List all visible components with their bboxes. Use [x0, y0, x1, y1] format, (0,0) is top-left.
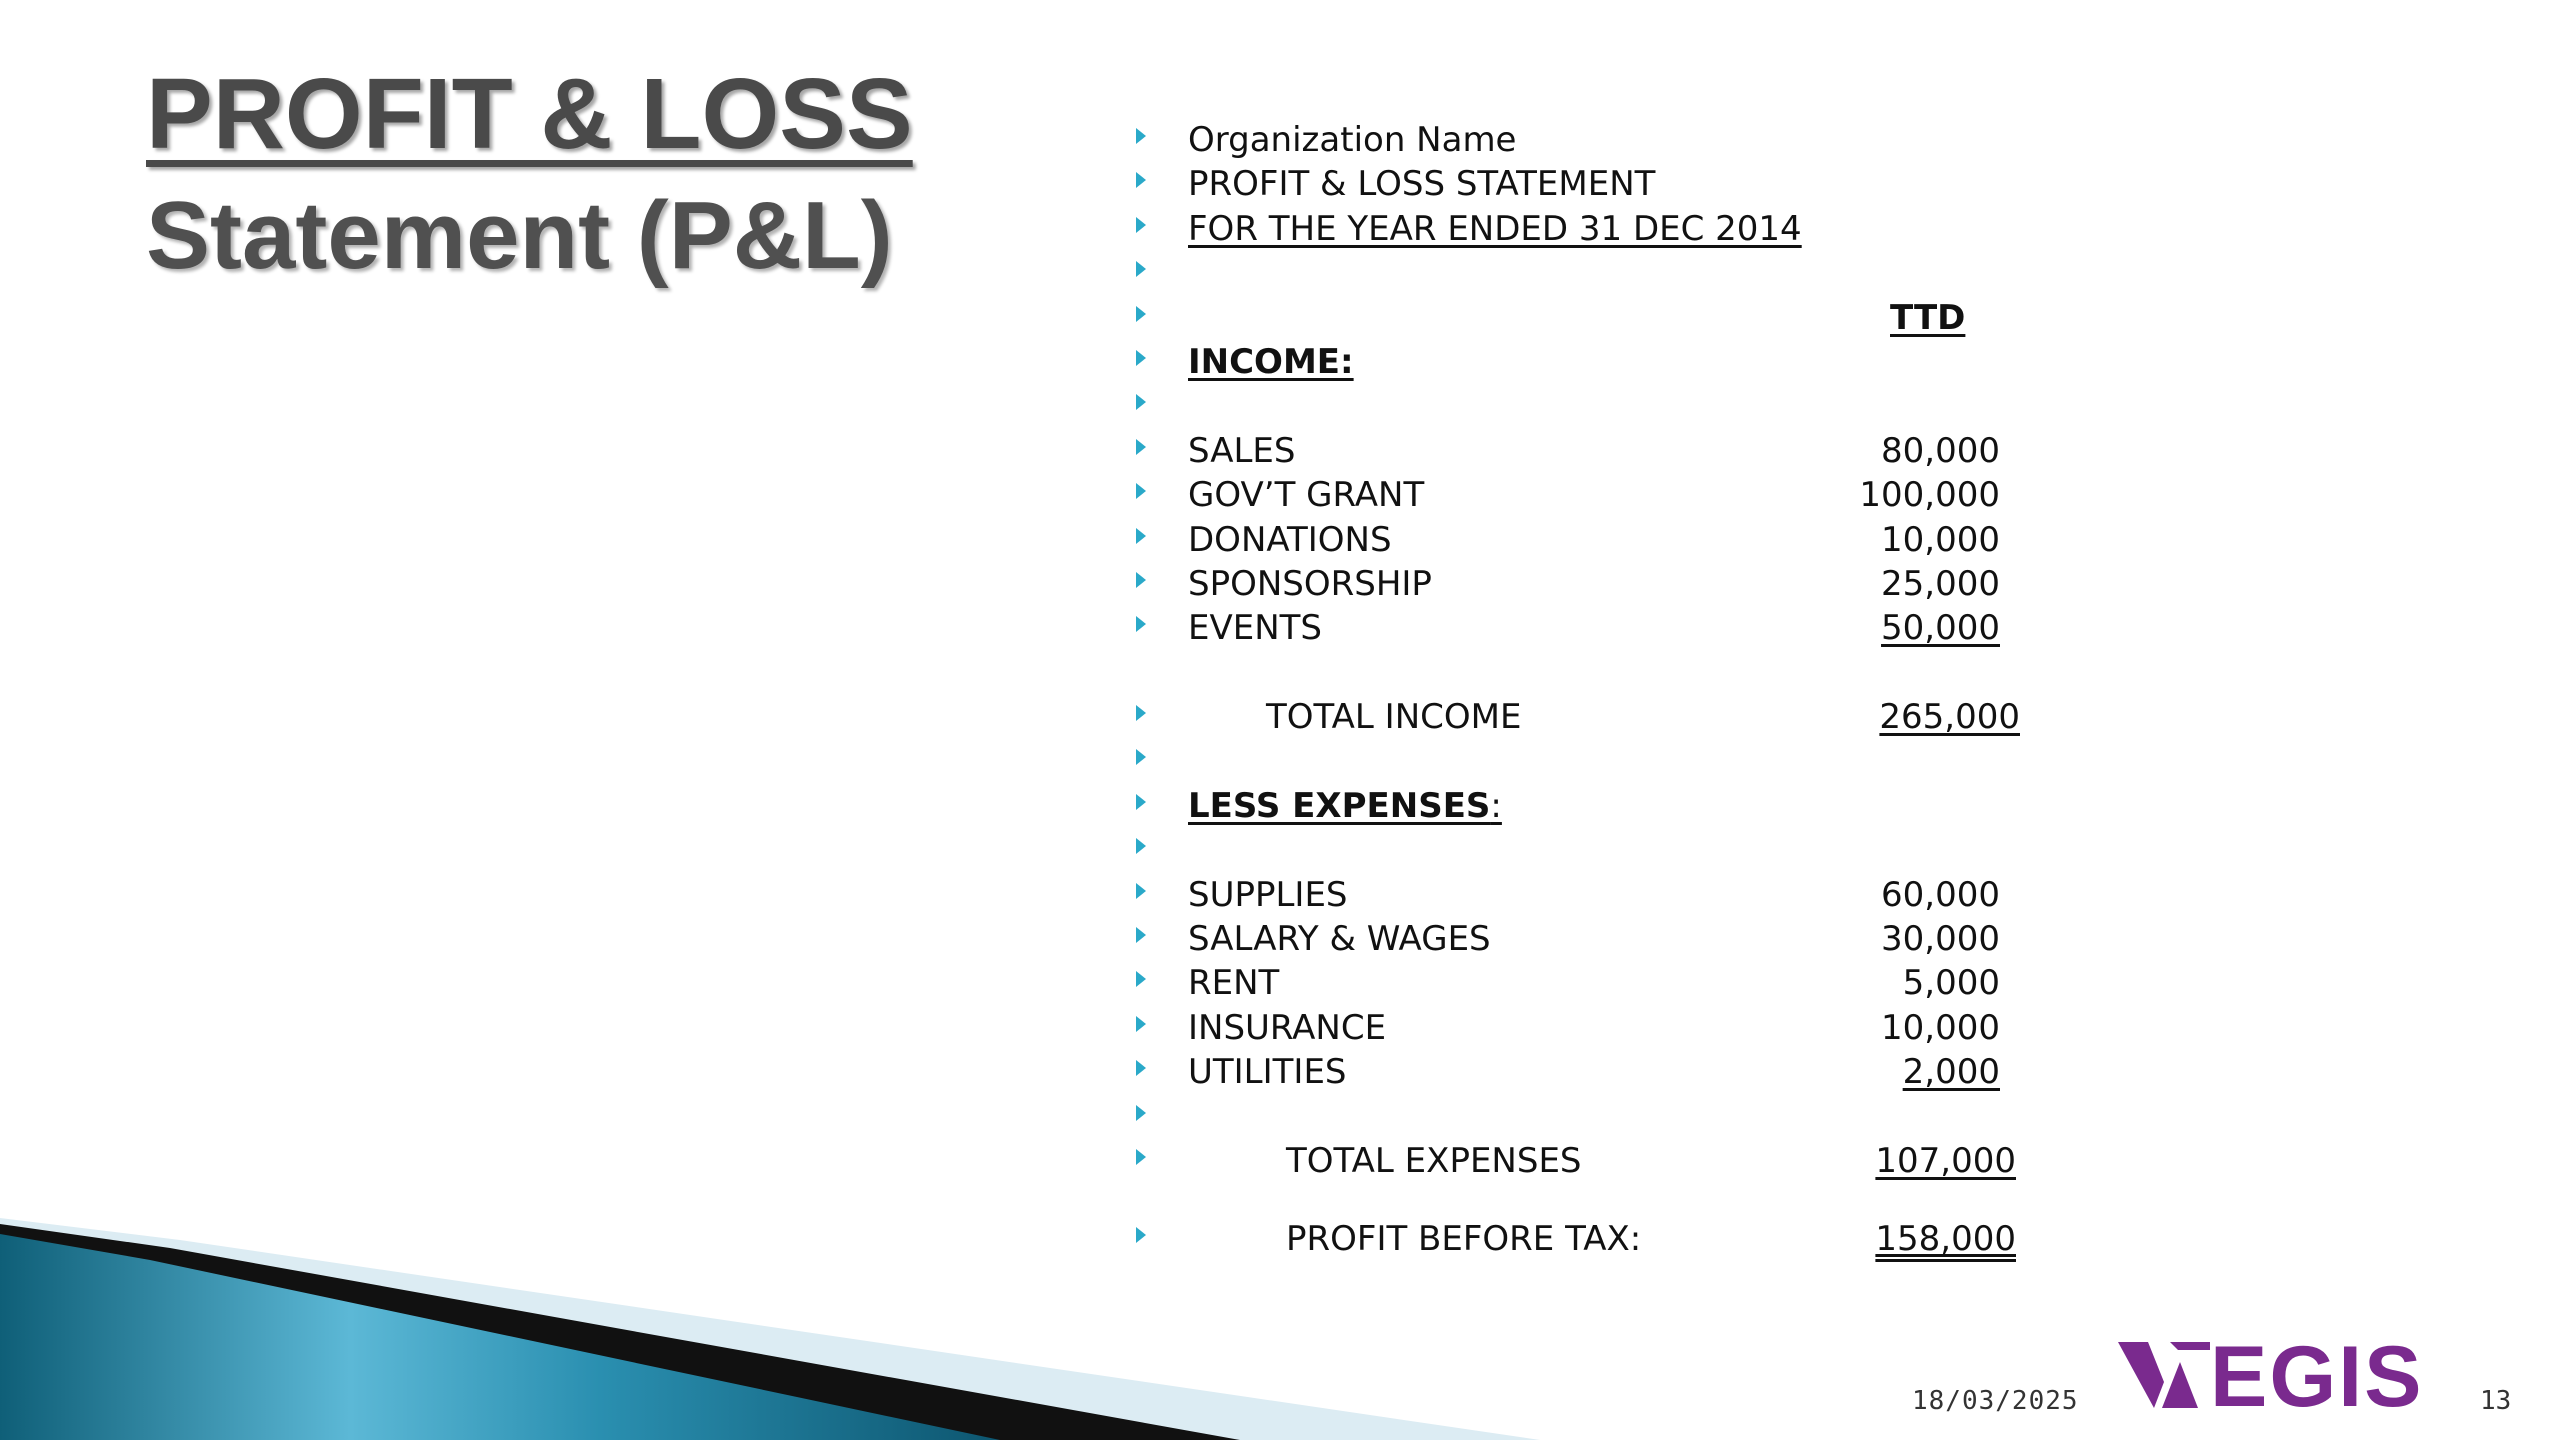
income-amount: 100,000 [1859, 475, 2000, 516]
expense-amount: 30,000 [1881, 919, 2000, 960]
income-heading: INCOME: [1188, 341, 1354, 382]
income-row-donations [1130, 518, 2080, 562]
bullet-arrow-icon [1136, 883, 1146, 899]
list-item [1130, 296, 2080, 340]
organization-name: Organization Name [1188, 120, 1517, 160]
slide-title: PROFIT & LOSS [146, 58, 913, 170]
aegis-logo [2118, 1329, 2424, 1425]
bullet-arrow-icon [1136, 483, 1146, 499]
bullet-arrow-icon [1136, 128, 1146, 144]
income-row-sponsorship [1130, 562, 2080, 606]
total-expenses-amount: 107,000 [1875, 1141, 2016, 1181]
bullet-arrow-icon [1136, 350, 1146, 366]
statement-heading: PROFIT & LOSS STATEMENT [1188, 164, 1656, 205]
income-row-sales [1130, 429, 2080, 473]
expense-amount: 5,000 [1902, 963, 2000, 1004]
bullet-arrow-icon [1136, 572, 1146, 588]
bullet-arrow-icon [1136, 1105, 1146, 1121]
total-income-amount: 265,000 [1879, 696, 2020, 737]
expense-label: INSURANCE [1188, 1007, 1387, 1048]
bullet-arrow-icon [1136, 794, 1146, 810]
profit-label: PROFIT BEFORE TAX: [1286, 1219, 1642, 1260]
income-label: DONATIONS [1188, 519, 1392, 560]
income-label: SALES [1188, 430, 1296, 471]
bullet-arrow-icon [1136, 749, 1146, 765]
list-item [1130, 251, 2080, 295]
bullet-arrow-icon [1136, 261, 1146, 277]
logo-mark-icon [2118, 1342, 2210, 1414]
list-item [1130, 784, 2080, 828]
expenses-heading-colon: : [1490, 785, 1502, 826]
profit-amount: 158,000 [1875, 1219, 2016, 1260]
bullet-arrow-icon [1136, 1016, 1146, 1032]
income-label: GOV’T GRANT [1188, 475, 1425, 516]
bullet-arrow-icon [1136, 394, 1146, 410]
bullet-arrow-icon [1136, 971, 1146, 987]
bullet-arrow-icon [1136, 1149, 1146, 1165]
income-row-events [1130, 606, 2080, 650]
expenses-heading [1188, 784, 1502, 828]
bullet-arrow-icon [1136, 306, 1146, 322]
list-item [1130, 384, 2080, 428]
expense-label: SALARY & WAGES [1188, 919, 1491, 960]
bullet-arrow-icon [1136, 1060, 1146, 1076]
total-income-label: TOTAL INCOME [1266, 696, 1522, 737]
bullet-arrow-icon [1136, 439, 1146, 455]
expense-label: UTILITIES [1188, 1052, 1347, 1093]
page-number: 13 [2480, 1386, 2512, 1416]
income-amount: 50,000 [1881, 608, 2000, 649]
expense-row-rent [1130, 961, 2080, 1005]
expense-label: RENT [1188, 963, 1280, 1004]
expense-label: SUPPLIES [1188, 874, 1348, 915]
statement-period: FOR THE YEAR ENDED 31 DEC 2014 [1188, 208, 1802, 249]
list-item [1130, 207, 2080, 251]
expense-row-supplies [1130, 873, 2080, 917]
total-income-row [1130, 651, 2080, 740]
list-item [1130, 828, 2080, 872]
profit-row [1130, 1183, 2080, 1261]
income-amount: 80,000 [1881, 430, 2000, 471]
pl-statement [1130, 118, 2080, 1261]
bullet-arrow-icon [1136, 616, 1146, 632]
list-item [1130, 162, 2080, 206]
list-item [1130, 739, 2080, 783]
total-expenses-label: TOTAL EXPENSES [1286, 1141, 1582, 1181]
expense-row-utilities [1130, 1050, 2080, 1094]
bullet-arrow-icon [1136, 1227, 1146, 1243]
logo-text: EGIS [2210, 1329, 2424, 1425]
expense-amount: 60,000 [1881, 874, 2000, 915]
bullet-arrow-icon [1136, 838, 1146, 854]
footer-date: 18/03/2025 [1912, 1386, 2079, 1416]
list-item [1130, 1095, 2080, 1139]
expense-amount: 10,000 [1881, 1007, 2000, 1048]
expense-row-insurance [1130, 1006, 2080, 1050]
expenses-heading-text: LESS EXPENSES [1188, 785, 1491, 826]
income-row-govt-grant [1130, 473, 2080, 517]
income-label: EVENTS [1188, 608, 1323, 649]
currency-header: TTD [1890, 297, 1966, 338]
bullet-arrow-icon [1136, 927, 1146, 943]
income-label: SPONSORSHIP [1188, 563, 1432, 604]
bullet-arrow-icon [1136, 528, 1146, 544]
total-expenses-row [1130, 1139, 2080, 1183]
income-amount: 10,000 [1881, 519, 2000, 560]
expense-row-salary [1130, 917, 2080, 961]
bullet-arrow-icon [1136, 217, 1146, 233]
expense-amount: 2,000 [1902, 1052, 2000, 1093]
slide-subtitle: Statement (P&L) [146, 182, 893, 289]
list-item [1130, 118, 2080, 162]
income-amount: 25,000 [1881, 563, 2000, 604]
bullet-arrow-icon [1136, 172, 1146, 188]
bullet-arrow-icon [1136, 705, 1146, 721]
list-item [1130, 340, 2080, 384]
